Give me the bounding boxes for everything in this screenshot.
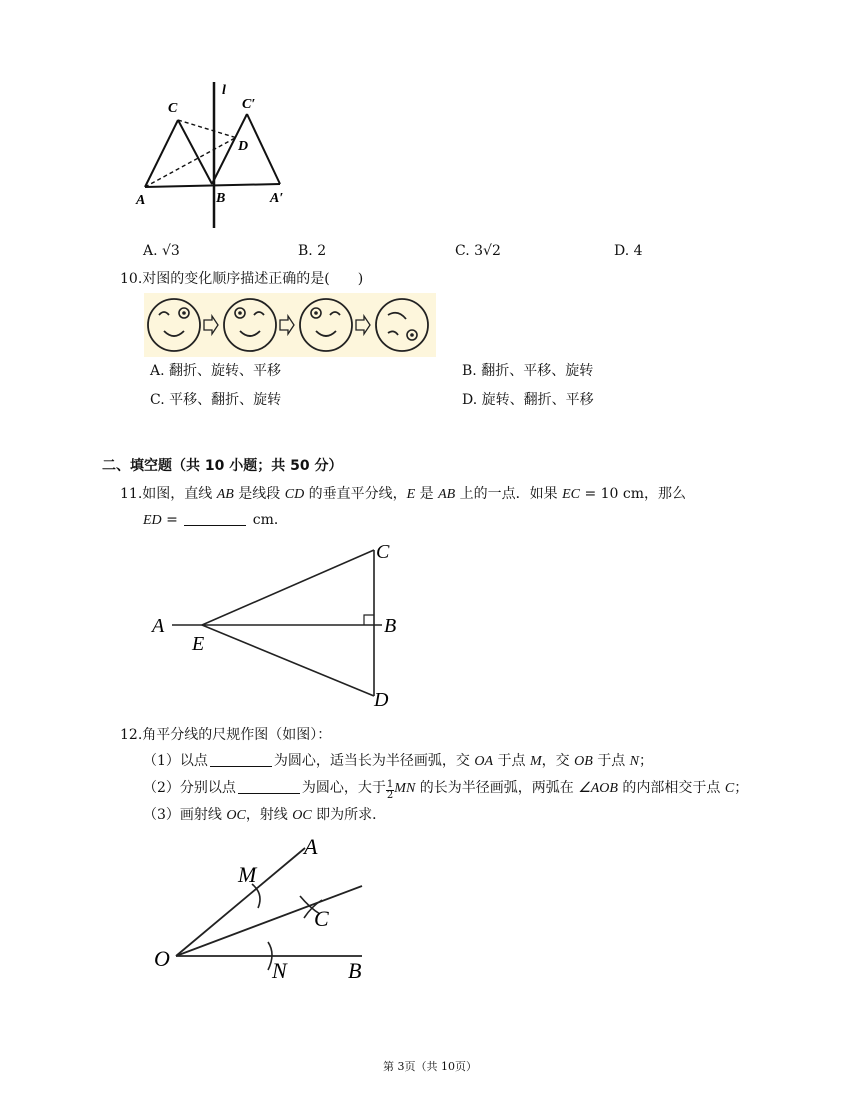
q10-faces-figure	[144, 293, 436, 357]
q10-stem: 10.对图的变化顺序描述正确的是( )	[120, 271, 364, 287]
q11-stem-line2: ED = cm．	[143, 512, 288, 528]
q11-stem-line1: 11.如图，直线 AB 是线段 CD 的垂直平分线，E 是 AB 上的一点．如果 EC = 10 cm，那么	[120, 486, 687, 502]
q11-answer-blank[interactable]	[184, 511, 246, 526]
label-c-prime: C′	[242, 97, 256, 112]
label-a: A	[136, 193, 146, 208]
label-a: A	[152, 615, 165, 637]
label-b: B	[348, 958, 362, 983]
q12-blank-1[interactable]	[210, 752, 272, 767]
label-d: D	[238, 139, 249, 154]
q9-option-a[interactable]: A. √3	[143, 243, 180, 259]
label-a: A	[304, 834, 318, 859]
fraction-half: $\frac{1}{2}$	[386, 779, 394, 801]
q12-blank-2[interactable]	[238, 779, 300, 794]
q10-option-c[interactable]: C. 平移、翻折、旋转	[150, 392, 282, 408]
label-n: N	[272, 958, 287, 983]
q9-figure	[130, 80, 300, 230]
label-b: B	[216, 191, 226, 206]
label-m: M	[238, 862, 257, 887]
label-c: C	[376, 541, 390, 563]
q10-option-b[interactable]: B. 翻折、平移、旋转	[462, 363, 594, 379]
label-a-prime: A′	[270, 191, 284, 206]
q9-option-c[interactable]: C. 3√2	[455, 243, 501, 259]
label-c: C	[314, 906, 329, 931]
page-footer: 第 3页（共 10页）	[383, 1060, 477, 1073]
q10-option-a[interactable]: A. 翻折、旋转、平移	[150, 363, 282, 379]
q12-step-3: （3）画射线 OC，射线 OC 即为所求．	[143, 807, 387, 823]
q12-step-2: （2）分别以点 为圆心，大于 $\frac{1}{2}$ MN 的长为半径画弧，两弧在 ∠AOB 的内部相交于点 C；	[143, 779, 749, 801]
label-e: E	[192, 633, 205, 655]
q10-option-d[interactable]: D. 旋转、翻折、平移	[462, 392, 594, 408]
label-c: C	[168, 101, 178, 116]
q12-step-1: （1）以点 为圆心，适当长为半径画弧，交 OA 于点 M，交 OB 于点 N；	[143, 753, 653, 769]
label-o: O	[154, 946, 170, 971]
q9-option-d[interactable]: D. 4	[614, 243, 643, 259]
q9-option-b[interactable]: B. 2	[298, 243, 327, 259]
q12-stem: 12.角平分线的尺规作图（如图）：	[120, 727, 332, 743]
section-title: 二、填空题（共 10 小题；共 50 分）	[102, 458, 343, 474]
label-l: l	[222, 83, 226, 98]
q11-figure	[150, 538, 420, 710]
label-b: B	[384, 615, 397, 637]
q12-figure	[150, 832, 380, 988]
label-d: D	[374, 689, 389, 710]
